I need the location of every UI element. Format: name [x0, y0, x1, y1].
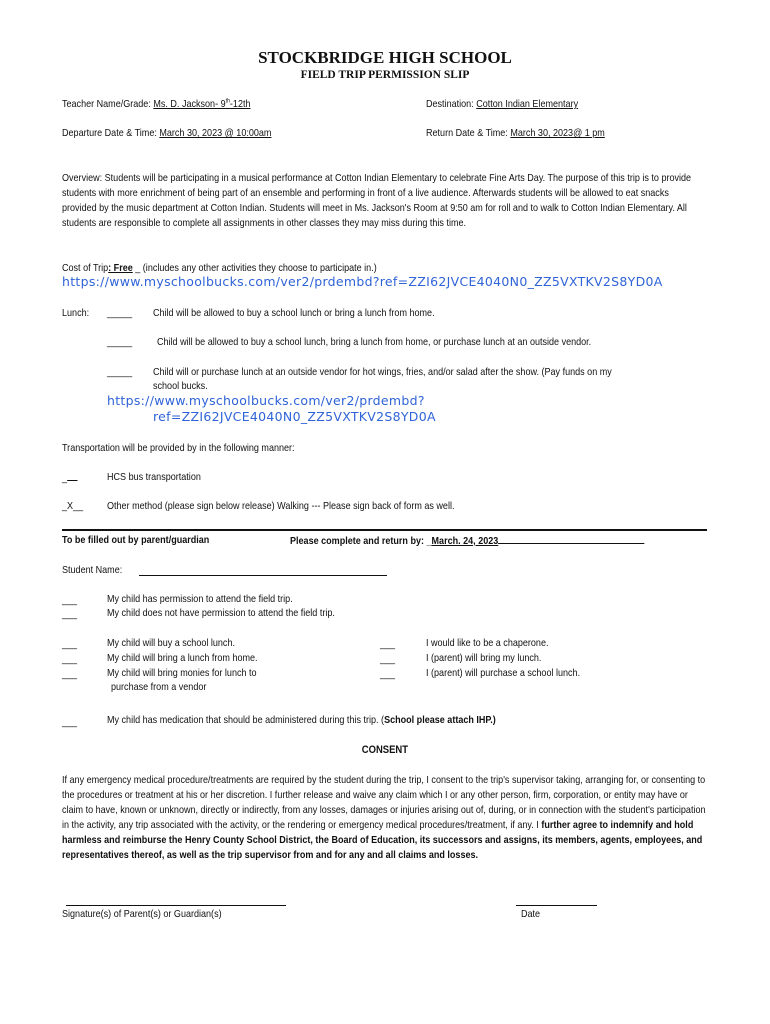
transport-mark-1[interactable]: _ [62, 471, 77, 484]
lunch-label: Lunch: [62, 307, 90, 319]
lunch-bring-text: My child will bring a lunch from home. [107, 652, 258, 664]
parent-buy-text: I (parent) will purchase a school lunch. [426, 667, 581, 679]
transport-option-1: HCS bus transportation [107, 471, 201, 483]
lunch-blank-1[interactable]: _____ [107, 307, 133, 319]
medication-blank[interactable]: ___ [62, 716, 78, 728]
signature-line[interactable] [66, 905, 286, 906]
date-line[interactable] [516, 905, 597, 906]
return-by-line [290, 534, 644, 547]
permission-no-blank[interactable]: ___ [62, 608, 78, 620]
lunch-payment-link-cont[interactable]: ref=ZZI62JVCE4040N0_ZZ5VXTKV2S8YD0A [153, 409, 436, 424]
return-line [426, 127, 605, 139]
payment-link[interactable]: https://www.myschoolbucks.com/ver2/prdembd?ref=ZZI62JVCE4040N0_ZZ5VXTKV2S8YD0A [62, 274, 663, 289]
return-value: March 30, 2023@ 1 pm [510, 127, 605, 139]
destination-label: Destination: [426, 98, 477, 110]
destination-line [426, 98, 578, 110]
departure-line [62, 127, 271, 139]
return-by-label: Please complete and return by: _ [290, 535, 432, 547]
departure-value: March 30, 2023 @ 10:00am [159, 127, 272, 139]
cost-label: Cost of Trip [62, 262, 109, 274]
date-label: Date [521, 908, 541, 920]
return-by-date: March. 24, 2023 [431, 535, 499, 547]
signature-label: Signature(s) of Parent(s) or Guardian(s) [62, 908, 222, 920]
form-title: FIELD TRIP PERMISSION SLIP [300, 69, 470, 81]
lunch-option-2: Child will be allowed to buy a school lunch, bring a lunch from home, or purchase lunch at an outside vendor. [157, 336, 592, 348]
lunch-payment-link[interactable]: https://www.myschoolbucks.com/ver2/prdembd? [107, 393, 425, 408]
ihp-note: School please attach IHP.) [384, 714, 496, 726]
lunch-buy-text: My child will buy a school lunch. [107, 637, 235, 649]
chaperone-text: I would like to be a chaperone. [426, 637, 549, 649]
lunch-option-3: Child will or purchase lunch at an outside vendor for hot wings, fries, and/or salad after the show. (Pay funds on my [153, 366, 612, 378]
transport-intro: Transportation will be provided by in the following manner: [62, 442, 295, 454]
cost-suffix: _ (includes any other activities they choose to participate in.) [132, 262, 377, 274]
lunch-option-1: Child will be allowed to buy a school lunch or bring a lunch from home. [153, 307, 435, 319]
student-name-label: Student Name: [62, 564, 123, 576]
destination-value: Cotton Indian Elementary [476, 98, 579, 110]
school-name: STOCKBRIDGE HIGH SCHOOL [258, 48, 512, 67]
teacher-label: Teacher Name/Grade: [62, 98, 154, 110]
teacher-line [62, 98, 251, 110]
lunch-bring-blank[interactable]: ___ [62, 653, 78, 665]
indemnify-clause: further agree to indemnify and hold harmless and reimburse the Henry County School District, the Board of Education, its successors and assigns, its members, agents, employees, and representatives thereof, as well as the trip supervisor from and for any and all claims and losses. [62, 819, 703, 861]
medication-text: My child has medication that should be administered during this trip. (School please attach IHP.) [107, 714, 496, 726]
parent-bring-blank[interactable]: ___ [380, 653, 396, 665]
parent-bring-text: I (parent) will bring my lunch. [426, 652, 542, 664]
lunch-monies-blank[interactable]: ___ [62, 668, 78, 680]
lunch-blank-2[interactable]: _____ [107, 336, 133, 348]
lunch-option-3-cont: school bucks. [153, 380, 208, 392]
permission-yes-text: My child has permission to attend the field trip. [107, 593, 293, 605]
lunch-blank-3[interactable]: _____ [107, 366, 133, 378]
permission-no-text: My child does not have permission to attend the field trip. [107, 607, 335, 619]
return-by-blank[interactable] [498, 534, 644, 544]
lunch-monies-text: My child will bring monies for lunch to [107, 667, 257, 679]
transport-option-2: Other method (please sign below release) Walking --- Please sign back of form as well. [107, 500, 455, 512]
parent-buy-blank[interactable]: ___ [380, 668, 396, 680]
departure-label: Departure Date & Time: [62, 127, 160, 139]
return-label: Return Date & Time: [426, 127, 511, 139]
consent-paragraph: If any emergency medical procedure/treatments are required by the student during the trip, I consent to the trip's supervisor taking, arranging for, or consenting to the procedures or treatment at his or her discretion. I further release and waive any claim which I or any other person, firm, corporation, or entity may have or claim to have, known or unknown, directly or indirectly, from any losses, damages or injuries arising out of, during, or in connection with the student's participation in the activity, any trip associated with the activity, or the rendering or emergency medical procedures/treatment, if any. I further agree to indemnify and hold harmless and reimburse the Henry County School District, the Board of Education, its successors and assigns, its members, agents, employees, and representatives thereof, as well as the trip supervisor from and for any and all claims and losses. [62, 774, 706, 861]
lunch-buy-blank[interactable]: ___ [62, 638, 78, 650]
guardian-heading: To be filled out by parent/guardian [62, 534, 210, 546]
permission-yes-blank[interactable]: ___ [62, 594, 78, 606]
transport-mark-2[interactable]: _X__ [62, 500, 84, 512]
chaperone-blank[interactable]: ___ [380, 638, 396, 650]
lunch-monies-text-cont: purchase from a vendor [111, 681, 207, 693]
consent-heading: CONSENT [361, 744, 409, 756]
overview-paragraph: Overview: Students will be participating in a musical performance at Cotton Indian Elementary to celebrate Fine Arts Day. The purpose of this trip is to provide students with more enrichment of being part of an ensemble and performing in front of a live audience. Afterwards students will be allowed to eat snacks provided by the music department at Cotton Indian. Students will meet in Ms. Jackson's Room at 9:50 am for roll and to walk to Cotton Indian Elementary. All students are responsible to complete all assignments in other classes they may miss during this time. [62, 172, 692, 229]
section-divider [62, 529, 707, 531]
student-name-field[interactable] [139, 566, 387, 576]
cost-value: : Free [108, 262, 133, 274]
cost-line [62, 262, 377, 274]
teacher-value: Ms. D. Jackson- 9th-12th [153, 98, 251, 110]
